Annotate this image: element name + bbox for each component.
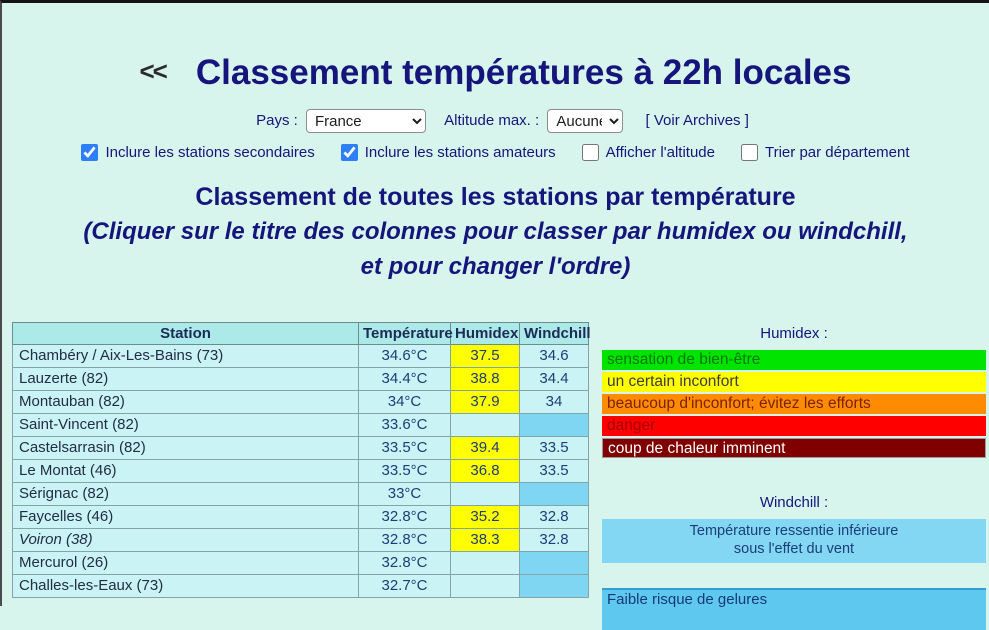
temperature-cell: 32.8°C xyxy=(359,528,451,551)
station-name-cell: Montauban (82) xyxy=(13,390,359,413)
table-row xyxy=(13,551,589,574)
checkbox-label-0: Inclure les stations secondaires xyxy=(105,144,315,161)
windchill-cell xyxy=(520,482,589,505)
humidex-legend-bar-4: coup de chaleur imminent xyxy=(602,438,986,458)
stations-table xyxy=(12,322,589,598)
station-name-cell: Mercurol (26) xyxy=(13,551,359,574)
humidex-cell: 36.8 xyxy=(451,459,520,482)
temperature-cell: 34°C xyxy=(359,390,451,413)
column-header-humidex[interactable]: Humidex xyxy=(451,322,520,344)
temperature-cell: 33.6°C xyxy=(359,413,451,436)
humidex-legend-bar-2: beaucoup d'inconfort; évitez les efforts xyxy=(602,394,986,414)
table-row xyxy=(13,459,589,482)
station-name-cell: Challes-les-Eaux (73) xyxy=(13,574,359,597)
windchill-cell: 32.8 xyxy=(520,505,589,528)
table-row xyxy=(13,367,589,390)
humidex-legend-bar-1: un certain inconfort xyxy=(602,372,986,392)
table-row xyxy=(13,436,589,459)
checkbox-item-1[interactable] xyxy=(341,144,556,161)
station-name-cell: Chambéry / Aix-Les-Bains (73) xyxy=(13,344,359,367)
humidex-cell: 37.5 xyxy=(451,344,520,367)
humidex-cell: 37.9 xyxy=(451,390,520,413)
checkbox-input-1[interactable] xyxy=(341,144,358,161)
table-row xyxy=(13,528,589,551)
stations-table-body xyxy=(13,344,589,597)
column-header-windchill[interactable]: Windchill xyxy=(520,322,589,344)
checkbox-item-0[interactable] xyxy=(81,144,314,161)
checkbox-label-2: Afficher l'altitude xyxy=(605,144,715,161)
checkbox-input-0[interactable] xyxy=(81,144,98,161)
windchill-legend-title: Windchill : xyxy=(759,493,829,511)
table-row xyxy=(13,574,589,597)
humidex-cell: 38.3 xyxy=(451,528,520,551)
checkbox-input-2[interactable] xyxy=(582,144,599,161)
windchill-box-line-2: sous l'effet du vent xyxy=(733,541,855,558)
table-row xyxy=(13,344,589,367)
humidex-cell xyxy=(451,482,520,505)
main-content xyxy=(2,322,989,630)
temperature-cell: 33.5°C xyxy=(359,436,451,459)
station-name-cell: Le Montat (46) xyxy=(13,459,359,482)
windchill-cell: 33.5 xyxy=(520,459,589,482)
altitude-select[interactable] xyxy=(547,109,623,133)
windchill-box-line-1: Température ressentie inférieure xyxy=(689,522,899,539)
station-name-cell: Castelsarrasin (82) xyxy=(13,436,359,459)
windchill-cell: 33.5 xyxy=(520,436,589,459)
humidex-cell: 35.2 xyxy=(451,505,520,528)
windchill-cell: 34.6 xyxy=(520,344,589,367)
checkbox-item-2[interactable] xyxy=(582,144,715,161)
checkbox-input-3[interactable] xyxy=(741,144,758,161)
temperature-cell: 32.8°C xyxy=(359,551,451,574)
temperature-cell: 33°C xyxy=(359,482,451,505)
temperature-cell: 34.6°C xyxy=(359,344,451,367)
humidex-cell xyxy=(451,574,520,597)
station-name-cell: Sérignac (82) xyxy=(13,482,359,505)
subtitle: Classement de toutes les stations par température xyxy=(195,183,796,211)
table-row xyxy=(13,390,589,413)
column-header-temprature[interactable]: Température xyxy=(359,322,451,344)
note-line-2: et pour changer l'ordre) xyxy=(360,252,631,280)
temperature-cell: 32.7°C xyxy=(359,574,451,597)
voir-archives-link[interactable]: [ Voir Archives ] xyxy=(645,111,749,129)
controls-row xyxy=(2,109,989,133)
humidex-cell: 39.4 xyxy=(451,436,520,459)
temperature-cell: 33.5°C xyxy=(359,459,451,482)
windchill-cell: 32.8 xyxy=(520,528,589,551)
windchill-cell xyxy=(520,574,589,597)
altitude-label: Altitude max. : xyxy=(444,111,540,129)
windchill-partial-bar: Faible risque de gelures xyxy=(602,588,986,630)
header xyxy=(2,53,989,93)
back-link[interactable]: << xyxy=(139,56,166,86)
checkbox-row xyxy=(2,144,989,161)
windchill-legend xyxy=(602,494,986,630)
page-title: Classement températures à 22h locales xyxy=(195,53,852,92)
temperature-cell: 32.8°C xyxy=(359,505,451,528)
checkbox-label-3: Trier par département xyxy=(765,144,910,161)
legend-panel xyxy=(602,322,986,630)
windchill-cell xyxy=(520,551,589,574)
humidex-legend-bar-0: sensation de bien-être xyxy=(602,350,986,370)
table-row xyxy=(13,505,589,528)
station-name-cell: Faycelles (46) xyxy=(13,505,359,528)
pays-select[interactable] xyxy=(306,109,426,133)
checkbox-label-1: Inclure les stations amateurs xyxy=(364,144,556,161)
windchill-info-box xyxy=(602,519,986,564)
humidex-legend-bar-3: danger xyxy=(602,416,986,436)
column-header-station[interactable]: Station xyxy=(13,322,359,344)
humidex-cell xyxy=(451,413,520,436)
humidex-legend-bars xyxy=(602,350,986,458)
windchill-cell: 34.4 xyxy=(520,367,589,390)
station-name-cell: Voiron (38) xyxy=(13,528,359,551)
humidex-cell: 38.8 xyxy=(451,367,520,390)
windchill-cell xyxy=(520,413,589,436)
humidex-cell xyxy=(451,551,520,574)
table-row xyxy=(13,482,589,505)
table-header-row xyxy=(13,322,589,344)
windchill-cell: 34 xyxy=(520,390,589,413)
humidex-legend-title: Humidex : xyxy=(760,324,828,342)
note-line-1: (Cliquer sur le titre des colonnes pour classer par humidex ou windchill, xyxy=(83,218,908,245)
station-name-cell: Lauzerte (82) xyxy=(13,367,359,390)
temperature-cell: 34.4°C xyxy=(359,367,451,390)
station-name-cell: Saint-Vincent (82) xyxy=(13,413,359,436)
pays-label: Pays : xyxy=(256,111,298,129)
checkbox-item-3[interactable] xyxy=(741,144,910,161)
column-sort-note xyxy=(2,215,989,285)
table-row xyxy=(13,413,589,436)
